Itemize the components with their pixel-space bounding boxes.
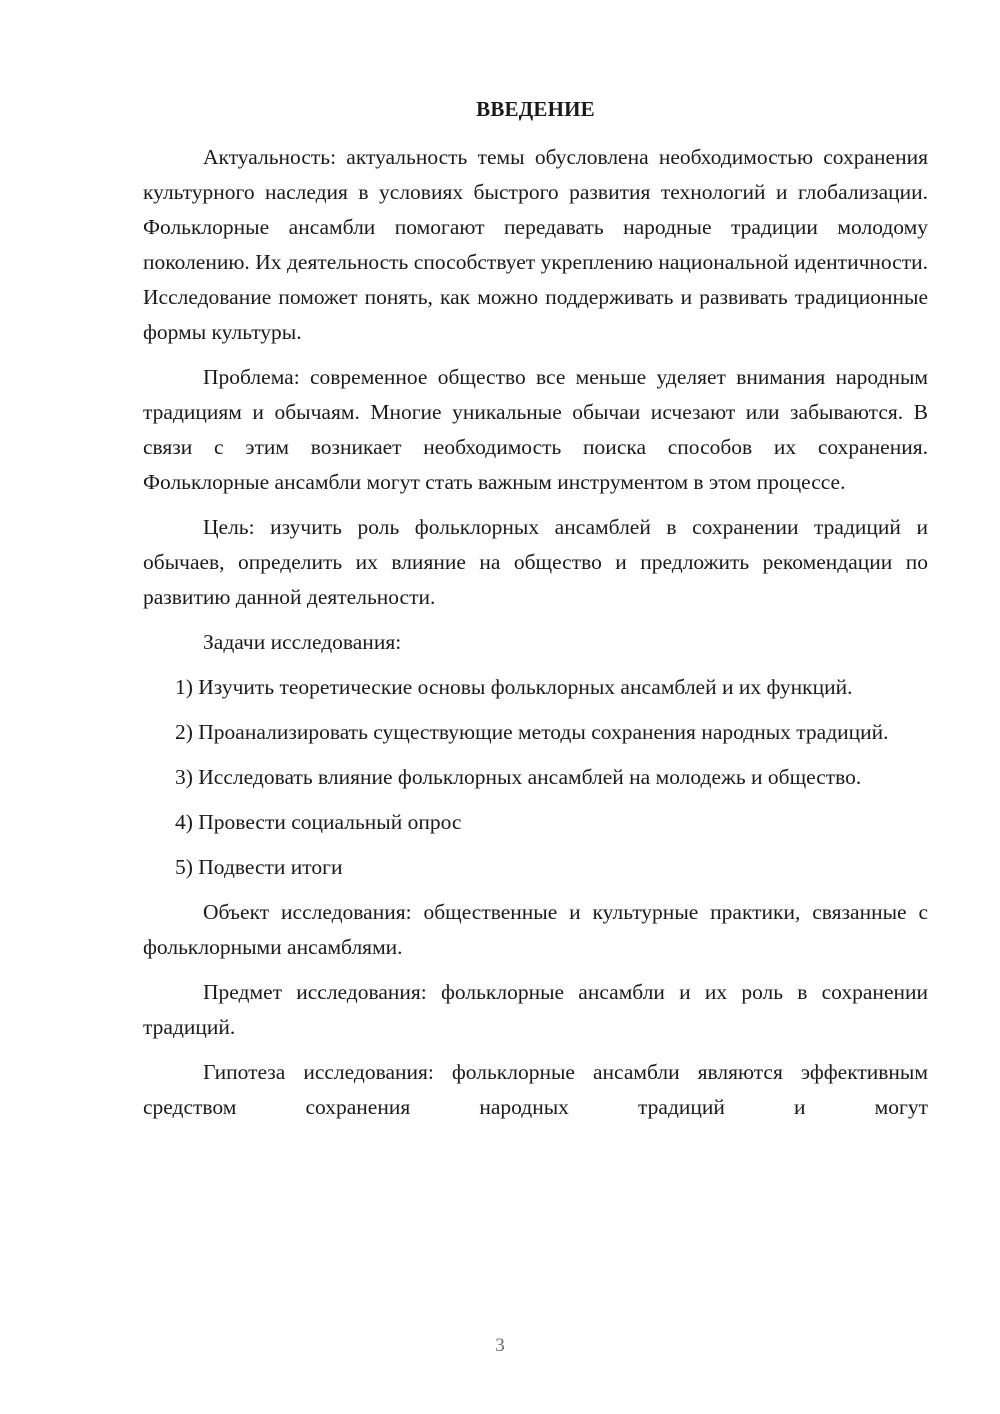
problem-paragraph: Проблема: современное общество все меньше уделяет внимания народным традициям и обычаям. Многие уникальные обычаи исчезают или забываются. В связи с этим возникает необходимость поиска способов их сохранения. Фольклорные ансамбли могут стать важным инструментом в этом процессе. — [143, 365, 928, 494]
research-subject-paragraph: Предмет исследования: фольклорные ансамбли и их роль в сохранении традиций. — [143, 980, 928, 1039]
hypothesis-paragraph: Гипотеза исследования: фольклорные ансамбли являются эффективным средством сохранения народных традиций и могут — [143, 1060, 928, 1119]
page-title: ВВЕДЕНИЕ — [476, 97, 595, 121]
task-item-1: 1) Изучить теоретические основы фольклорных ансамблей и их функций. — [175, 675, 853, 699]
relevance-paragraph: Актуальность: актуальность темы обусловлена необходимостью сохранения культурного наследия в условиях быстрого развития технологий и глобализации. Фольклорные ансамбли помогают передавать народные традиции молодому поколению. Их деятельность способствует укреплению национальной идентичности. Исследование поможет понять, как можно поддерживать и развивать традиционные формы культуры. — [143, 145, 928, 344]
task-item-3: 3) Исследовать влияние фольклорных ансамблей на молодежь и общество. — [175, 765, 862, 789]
document-page — [143, 94, 928, 1125]
task-item-4: 4) Провести социальный опрос — [175, 810, 462, 834]
task-item-2: 2) Проанализировать существующие методы сохранения народных традиций. — [175, 720, 889, 744]
page-number: 3 — [495, 1335, 505, 1356]
task-item-5: 5) Подвести итоги — [175, 855, 343, 879]
goal-paragraph: Цель: изучить роль фольклорных ансамблей в сохранении традиций и обычаев, определить их влияние на общество и предложить рекомендации по развитию данной деятельности. — [143, 515, 928, 609]
tasks-heading: Задачи исследования: — [203, 630, 402, 654]
research-object-paragraph: Объект исследования: общественные и культурные практики, связанные с фольклорными ансамблями. — [143, 900, 928, 959]
